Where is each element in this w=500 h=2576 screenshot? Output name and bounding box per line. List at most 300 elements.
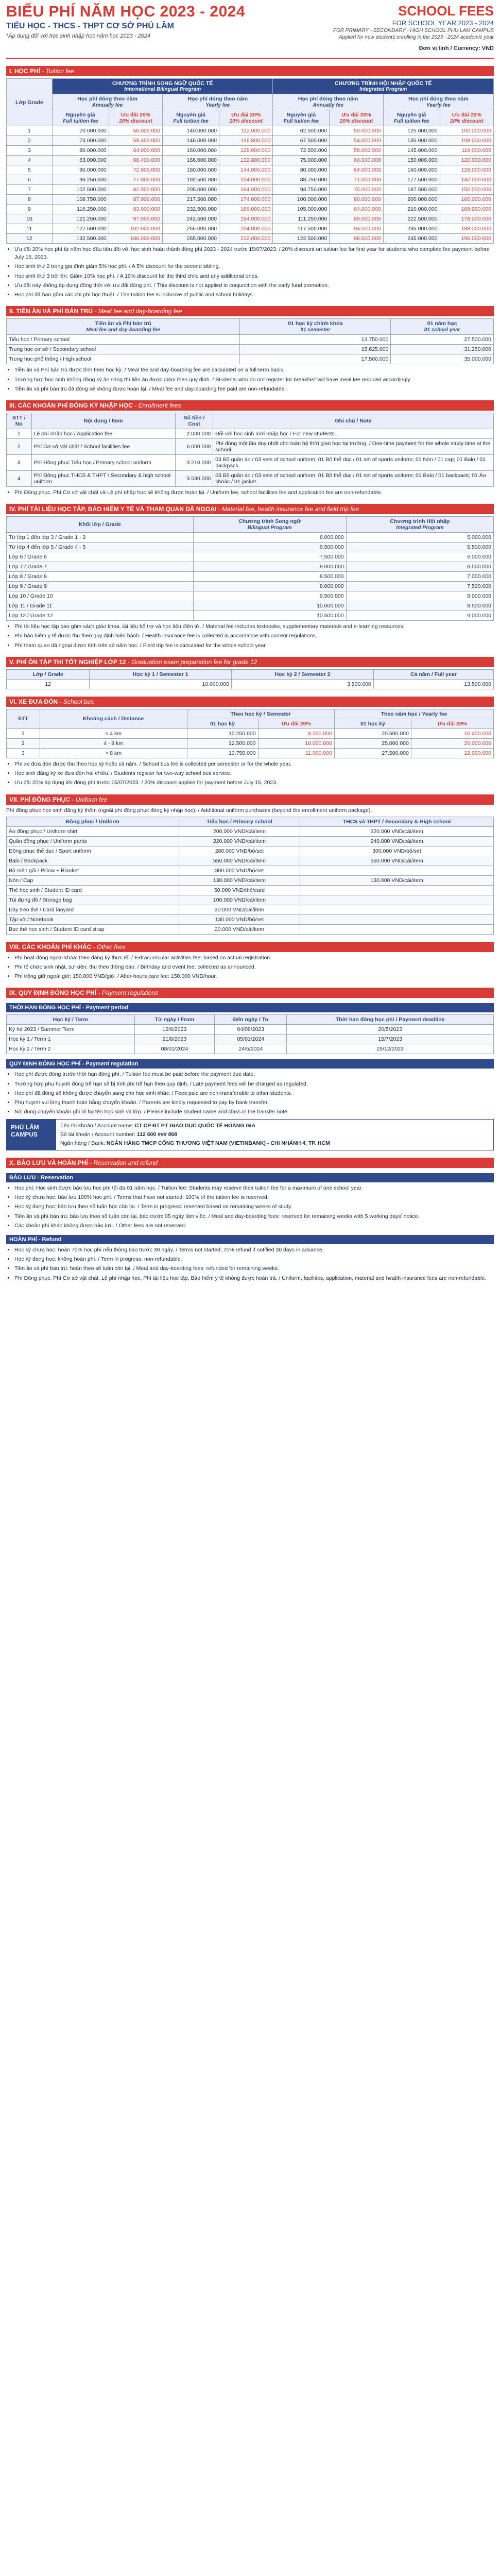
table-cell: 194.000.000: [219, 214, 273, 224]
fee-schedule: [6, 0, 494, 1282]
table-row: [7, 224, 494, 234]
table-cell: 75.000.000: [273, 156, 330, 165]
table-cell: 204.000.000: [219, 224, 273, 234]
table-cell: 04/08/2023: [215, 1025, 287, 1035]
tuition-table: Lớp Grade CHƯƠNG TRÌNH SONG NGỮ QUỐC TẾ International Bilingual Program CHƯƠNG TRÌNH HỘI NHẬP QUỐC TẾ Integrated Program Học phí đóng theo năm Annually fee Học phí đóng theo năm Yearly fee Học phí đóng theo năm Annually fee Học phí đóng theo năm Yearly fee Nguyên giá Full tuition fee Ưu đãi 20% 20% discount Nguyên giá Full tuition fee Ưu đãi 20% 20% discount Nguyên giá Full tuition fee Ưu đãi 20% 20% discount Nguyên giá Full tuition fee Ưu đãi 20% 20% discount 1 70.000.000 56.000.000 140.000.000 112.000.000 62.500.000 50.000.000 125.000.000 100.000.000 2 73.000.000 58.400.000 146.000.000 116.800.000 67.500.000 54.000.000 135.000.000 108.000.000 3 80.000.000 64.000.000 160.000.000 128.000.000 72.500.000 58.000.000 145.000.000 116.000.000 4 83.000.000 66.400.000 166.000.000 132.800.000 75.000.000 60.000.000 150.000.000 120.000.000 5 90.000.000 72.000.000 180.000.000 144.000.000 80.000.000 64.000.000 160.000.000 128.000.000 6 96.250.000 77.000.000 192.500.000 154.000.000 88.750.000 71.000.000 177.500.000 142.000.000 7 102.500.000 82.000.000 205.000.000 164.000.000 93.750.000 75.000.000 187.500.000 150.000.000 8 108.750.000 87.000.000 217.500.000 174.000.000 100.000.000 80.000.000 200.000.000 160.000.000 9 116.250.000 93.000.000 232.500.000 186.000.000 105.000.000 84.000.000 210.000.000 168.000.000 10 121.250.000 97.000.000 242.500.000 194.000.000 111.250.000 89.000.000 222.500.000 178.000.000 11 127.500.000 102.000.000 255.000.000 204.000.000 117.500.000 94.000.000 235.000.000 188.000.000 12 132.500.000 106.000.000 265.000.000 212.000.000 122.500.000 98.000.000 245.000.000 196.000.000: [6, 78, 494, 244]
meal-notes: [6, 366, 494, 393]
table-cell: 112.000.000: [219, 126, 273, 136]
table-cell: 242.500.000: [163, 214, 219, 224]
table-cell: 125.000.000: [383, 126, 440, 136]
table-cell: 168.000.000: [440, 205, 493, 214]
header: [6, 0, 494, 59]
list-item: • Các khoản phí khác không được bảo lưu. / Other fees are not reserved.: [14, 1222, 494, 1230]
table-row: [7, 195, 494, 205]
table-cell: 100.000 VND/cái/item: [179, 895, 300, 905]
section-tuition: I. HỌC PHÍ - Tuition fee: [6, 66, 494, 76]
table-cell: 58.400.000: [109, 136, 162, 146]
table-cell: Bọc thẻ học sinh / Student ID card strap: [7, 924, 179, 934]
table-cell: 10: [7, 214, 53, 224]
section-materials: IV. PHÍ TÀI LIỆU HỌC TẬP, BẢO HIỂM Y TẾ VÀ THAM QUAN DÃ NGOẠI - Material fee, health insurance fee and field trip fee: [6, 504, 494, 514]
table-cell: Phí Đồng phục THCS & THPT / Secondary & high school uniform: [31, 470, 175, 486]
program-integrated: CHƯƠNG TRÌNH HỘI NHẬP QUỐC TẾ Integrated Program: [273, 79, 494, 94]
table-row: [7, 552, 494, 562]
table-cell: 174.000.000: [219, 195, 273, 205]
table-cell: Tập vở / Notebook: [7, 914, 179, 924]
table-cell: 177.500.000: [383, 175, 440, 185]
section-other-fees: VIII. CÁC KHOẢN PHÍ KHÁC - Other fees: [6, 942, 494, 952]
table-cell: 122.500.000: [273, 234, 330, 244]
table-row: 12 10.000.000 3.500.000 13.500.000: [7, 679, 494, 689]
table-cell: 30.000 VND/cái/item: [179, 905, 300, 914]
table-cell: 6.000.000: [193, 533, 346, 543]
table-cell: 89.000.000: [330, 214, 383, 224]
section-reservation: X. BẢO LƯU VÀ HOÀN PHÍ - Reservation and refund: [6, 1158, 494, 1168]
table-cell: 128.000.000: [440, 165, 493, 175]
table-cell: 121.250.000: [52, 214, 109, 224]
payment-rows: [7, 1025, 494, 1054]
list-item: • Trường hợp học sinh không đăng ký ăn sáng thì tiền ăn được giảm theo quy định. / Students who do not register for breakfast will have meal fee reduced accordingly.: [14, 376, 494, 384]
table-cell: 22.000.000: [411, 748, 493, 758]
table-cell: 9: [7, 205, 53, 214]
table-cell: 2: [7, 438, 32, 454]
table-row: [7, 345, 494, 354]
table-cell: 80.000.000: [330, 195, 383, 205]
table-row: [7, 582, 494, 591]
table-row: [7, 905, 494, 914]
table-row: [7, 875, 494, 885]
table-row: [7, 601, 494, 611]
table-cell: 24/5/2024: [215, 1044, 287, 1054]
list-item: • Phí bảo hiểm y tế được thu theo quy định hiện hành. / Health insurance fee is collected in accordance with current regulations.: [14, 632, 494, 640]
table-cell: 90.000.000: [52, 165, 109, 175]
program-bilingual: CHƯƠNG TRÌNH SONG NGỮ QUỐC TẾ International Bilingual Program: [52, 79, 273, 94]
table-cell: 4: [7, 470, 32, 486]
table-cell: 20.000.000: [411, 738, 493, 748]
table-cell: 142.000.000: [440, 175, 493, 185]
list-item: • Ưu đãi 20% học phí từ năm học đầu tiên đối với học sinh hoàn thành đóng phí 2023 - 2024 trước 15/07/2023. / 20% discount on tuition fee for first year for students who complete fee payment before July 15, 2023.: [14, 246, 494, 261]
table-cell: 64.000.000: [330, 165, 383, 175]
table-cell: 120.000.000: [440, 156, 493, 165]
table-cell: [300, 866, 494, 875]
table-cell: 15/7/2023: [287, 1035, 494, 1044]
table-row: [7, 914, 494, 924]
table-cell: Đồng phục thể dục / Sport uniform: [7, 846, 179, 856]
table-cell: 25/12/2023: [287, 1044, 494, 1054]
table-cell: Lệ phí nhập học / Application fee: [31, 429, 175, 438]
table-cell: 200.000.000: [383, 195, 440, 205]
table-cell: 11: [7, 224, 53, 234]
table-row: [7, 591, 494, 601]
table-cell: 27.500.000: [334, 748, 411, 758]
table-cell: 13.750.000: [187, 748, 258, 758]
table-cell: 6.500.000: [346, 562, 493, 572]
list-item: • Học phí được đóng trước thời hạn đóng phí. / Tuition fee must be paid before the payment due date.: [14, 1071, 494, 1078]
table-cell: 9.000.000: [346, 611, 493, 621]
table-cell: 222.500.000: [383, 214, 440, 224]
bank-info: PHÚ LÂM CAMPUS Tên tài khoản / Account name: CT CP ĐT PT GIÁO DỤC QUỐC TẾ HOÀNG GIA Số tài khoản / Account number: 112 600 ### 868 Ngân hàng / Bank: NGÂN HÀNG TMCP CÔNG THƯƠNG VIỆT NAM (VIETINBANK) - CHI NHÁNH 4, TP. HCM: [6, 1119, 494, 1150]
table-cell: 21/8/2023: [134, 1035, 215, 1044]
table-cell: Balo / Backpack: [7, 856, 179, 866]
table-cell: 10.000.000: [258, 738, 334, 748]
tuition-rows: [7, 126, 494, 244]
table-cell: 6: [7, 175, 53, 185]
materials-rows: [7, 533, 494, 621]
table-row: [7, 205, 494, 214]
table-cell: Từ lớp 1 đến lớp 3 / Grade 1 - 3: [7, 533, 194, 543]
table-cell: 178.000.000: [440, 214, 493, 224]
table-cell: 20.000 VND/cái/item: [179, 924, 300, 934]
refund-heading: HOÀN PHÍ - Refund: [6, 1235, 494, 1244]
list-item: • Tiền ăn và Phí bán trú được tính theo học kỳ. / Meal fee and day-boarding fee are calculated on a full-term basis.: [14, 366, 494, 374]
table-cell: Lớp 11 / Grade 11: [7, 601, 194, 611]
table-cell: 82.000.000: [109, 185, 162, 195]
table-cell: 150.000.000: [383, 156, 440, 165]
table-cell: 84.000.000: [330, 205, 383, 214]
table-cell: [300, 885, 494, 895]
list-item: • Phí hoạt động ngoại khóa: theo đăng ký thực tế. / Extracurricular activities fee: based on actual registration.: [14, 954, 494, 962]
bus-table: STT Khoảng cách / Distance Theo học kỳ / Semester Theo năm học / Yearly fee 01 học kỳ Ưu đãi 20% 01 học kỳ Ưu đãi 20% 1 < 4 km 10.250.000 8.200.000 20.500.000 16.400.000 2 4 - 8 km 12.500.000 10.000.000 25.000.000 20.000.000 3 > 8 km 13.750.000 11.000.000 27.500.000 22.000.000: [6, 709, 494, 758]
table-cell: 2.000.000: [175, 429, 213, 438]
table-row: [7, 748, 494, 758]
currency-label: Đơn vị tính / Currency: VND: [419, 45, 494, 52]
table-row: [7, 738, 494, 748]
table-cell: 192.500.000: [163, 175, 219, 185]
table-cell: 20/5/2023: [287, 1025, 494, 1035]
table-cell: Thẻ học sinh / Student ID card: [7, 885, 179, 895]
table-cell: 102.000.000: [109, 224, 162, 234]
list-item: • Học kỳ đang học: không hoàn phí. / Term in progress: non-refundable.: [14, 1256, 494, 1263]
table-cell: 97.000.000: [109, 214, 162, 224]
table-cell: 56.000.000: [109, 126, 162, 136]
table-cell: Lớp 10 / Grade 10: [7, 591, 194, 601]
table-cell: 108.000.000: [440, 136, 493, 146]
list-item: • Ưu đãi này không áp dụng đồng thời với ưu đãi đóng phí. / This discount is not applied in conjunction with the early fund promotion.: [14, 282, 494, 290]
table-cell: 135.000.000: [383, 136, 440, 146]
table-cell: 73.000.000: [52, 136, 109, 146]
table-cell: 80.000.000: [52, 146, 109, 156]
table-row: [7, 856, 494, 866]
table-cell: 1: [7, 126, 53, 136]
list-item: • Tiền ăn và phí bán trú: bảo lưu theo số tuần còn lại, báo trước 05 ngày làm việc. / Meal and day-boarding fees: reserved for remaining weeks with 5 working days' notice.: [14, 1213, 494, 1221]
table-cell: 88.750.000: [273, 175, 330, 185]
table-cell: Phí Đồng phục Tiểu học / Primary school uniform: [31, 454, 175, 470]
col-grade: Lớp Grade: [7, 79, 53, 126]
list-item: • Học sinh đăng ký xe đưa đón hai chiều. / Students register for two-way school bus service.: [14, 770, 494, 777]
table-cell: 64.000.000: [109, 146, 162, 156]
table-cell: 7.500.000: [346, 582, 493, 591]
table-cell: Áo đồng phục / Uniform shirt: [7, 826, 179, 836]
table-cell: 212.000.000: [219, 234, 273, 244]
table-cell: Quần đồng phục / Uniform pants: [7, 836, 179, 846]
table-cell: 93.000.000: [109, 205, 162, 214]
table-row: [7, 185, 494, 195]
table-cell: 96.250.000: [52, 175, 109, 185]
list-item: • Trường hợp phụ huynh đóng trễ hạn sẽ bị tính phí trễ hạn theo quy định. / Late payment fees will be charged as regulated.: [14, 1080, 494, 1088]
table-cell: 67.500.000: [273, 136, 330, 146]
table-row: [7, 175, 494, 185]
table-cell: Dây treo thẻ / Card lanyard: [7, 905, 179, 914]
table-cell: 180.000.000: [163, 165, 219, 175]
table-cell: Tiểu học / Primary school: [7, 335, 240, 345]
section-uniform: VII. PHÍ ĐỒNG PHỤC - Uniform fee: [6, 794, 494, 805]
table-cell: 1: [7, 728, 40, 738]
table-cell: 12.500.000: [187, 738, 258, 748]
section-school-bus: VI. XE ĐƯA ĐÓN - School bus: [6, 697, 494, 707]
table-cell: 127.500.000: [52, 224, 109, 234]
table-cell: 9.500.000: [193, 591, 346, 601]
table-cell: 130.000 VND/bộ/set: [179, 914, 300, 924]
list-item: • Tiền ăn và phí bán trú đã đóng sẽ không được hoàn lại. / Meal fee and day-boarding fee paid are non-refundable.: [14, 385, 494, 393]
table-cell: 100.000.000: [440, 126, 493, 136]
table-cell: 245.000.000: [383, 234, 440, 244]
table-cell: 154.000.000: [219, 175, 273, 185]
table-cell: [300, 905, 494, 914]
table-cell: 280.000 VND/bộ/set: [179, 846, 300, 856]
table-cell: 8.000.000: [346, 591, 493, 601]
table-cell: 8.500.000: [193, 572, 346, 582]
table-cell: Phí Cơ sở vật chất / School facilities fee: [31, 438, 175, 454]
table-cell: 300.000 VND/bộ/set: [300, 846, 494, 856]
meal-rows: [7, 335, 494, 364]
table-row: [7, 1044, 494, 1054]
account-number: 112 600 ### 868: [136, 1131, 178, 1138]
table-cell: Lớp 12 / Grade 12: [7, 611, 194, 621]
table-cell: 164.000.000: [219, 185, 273, 195]
table-cell: Học kỳ 1 / Term 1: [7, 1035, 135, 1044]
table-cell: 117.500.000: [273, 224, 330, 234]
table-row: [7, 533, 494, 543]
table-row: [7, 335, 494, 345]
reservation-notes: [6, 1184, 494, 1230]
section-payment: IX. QUY ĐỊNH ĐÓNG HỌC PHÍ - Payment regulations: [6, 988, 494, 998]
list-item: • Học phí đã đóng sẽ không được chuyển sang cho học sinh khác. / Fees paid are non-transferable to other students.: [14, 1090, 494, 1097]
section-enrollment: III. CÁC KHOẢN PHÍ ĐÓNG KỲ NHẬP HỌC - Enrollment fees: [6, 400, 494, 411]
table-row: [7, 1025, 494, 1035]
table-cell: 27.500.000: [391, 335, 494, 345]
table-cell: 08/01/2024: [134, 1044, 215, 1054]
table-cell: 106.000.000: [109, 234, 162, 244]
table-cell: [300, 924, 494, 934]
table-cell: 130.000 VND/cái/item: [179, 875, 300, 885]
table-cell: 50.000.000: [330, 126, 383, 136]
table-cell: 3: [7, 454, 32, 470]
table-row: [7, 1035, 494, 1044]
payment-table: Học kỳ / Term Từ ngày / From Đến ngày / To Thời hạn đóng học phí / Payment deadline Kỳ hè 2023 / Summer Term 12/6/2023 04/08/2023 20/5/2023 Học kỳ 1 / Term 1 21/8/2023 05/01/2024 15/7/2023 Học kỳ 2 / Term 2 08/01/2024 24/5/2024 25/12/2023: [6, 1014, 494, 1054]
table-cell: 116.000.000: [440, 146, 493, 156]
table-cell: 550.000 VND/cái/item: [179, 856, 300, 866]
table-row: [7, 543, 494, 552]
table-cell: 12/6/2023: [134, 1025, 215, 1035]
table-row: [7, 165, 494, 175]
list-item: • Học sinh thứ 2 trong gia đình giảm 5% học phí. / A 5% discount for the second sibling.: [14, 263, 494, 270]
table-cell: 77.000.000: [109, 175, 162, 185]
table-cell: 2: [7, 738, 40, 748]
table-cell: 72.500.000: [273, 146, 330, 156]
table-cell: 128.000.000: [219, 146, 273, 156]
table-cell: 03 Bộ quần áo / 03 sets of school uniform; 01 Bộ thể dục / 01 set of sports uniform; 01 Balo / 01 backpack; 01 Áo khoác / 01 jacket.: [213, 470, 494, 486]
enrollment-notes: [6, 489, 494, 497]
list-item: • Nội dung chuyển khoản ghi rõ họ tên học sinh và lớp. / Please include student name and class in the transfer note.: [14, 1108, 494, 1116]
table-cell: 145.000.000: [383, 146, 440, 156]
table-cell: 83.000.000: [52, 156, 109, 165]
table-cell: 132.500.000: [52, 234, 109, 244]
table-cell: 10.250.000: [187, 728, 258, 738]
table-cell: 108.750.000: [52, 195, 109, 205]
list-item: • Học kỳ chưa học: bảo lưu 100% học phí. / Terms that have not started: 100% of the tuition fee is reserved.: [14, 1194, 494, 1201]
table-row: [7, 470, 494, 486]
table-cell: [300, 895, 494, 905]
table-cell: 58.000.000: [330, 146, 383, 156]
table-row: [7, 438, 494, 454]
table-cell: Trung học cơ sở / Secondary school: [7, 345, 240, 354]
table-cell: Kỳ hè 2023 / Summer Term: [7, 1025, 135, 1035]
table-cell: 8.200.000: [258, 728, 334, 738]
table-cell: 7.000.000: [346, 572, 493, 582]
table-cell: Lớp 8 / Grade 8: [7, 572, 194, 582]
table-cell: 200.000 VND/cái/item: [179, 826, 300, 836]
table-cell: 187.500.000: [383, 185, 440, 195]
page-note: *Áp dụng đối với học sinh nhập học năm học 2023 - 2024: [6, 33, 151, 39]
table-cell: Từ lớp 4 đến lớp 5 / Grade 4 - 5: [7, 543, 194, 552]
table-cell: 160.000.000: [383, 165, 440, 175]
refund-notes: [6, 1246, 494, 1282]
table-cell: 7.500.000: [193, 552, 346, 562]
table-cell: 93.750.000: [273, 185, 330, 195]
table-cell: 116.250.000: [52, 205, 109, 214]
table-cell: 4: [7, 156, 53, 165]
table-cell: 13.750.000: [240, 335, 391, 345]
table-row: [7, 826, 494, 836]
page-title: BIỂU PHÍ NĂM HỌC 2023 - 2024: [6, 3, 246, 20]
table-cell: 3: [7, 748, 40, 758]
materials-notes: [6, 623, 494, 650]
materials-table: Khối lớp / Grade Chương trình Song ngữ Bilingual Program Chương trình Hội nhập Integrated Program Từ lớp 1 đến lớp 3 / Grade 1 - 3 6.000.000 5.000.000 Từ lớp 4 đến lớp 5 / Grade 4 - 5 6.500.000 5.500.000 Lớp 6 / Grade 6 7.500.000 6.000.000 Lớp 7 / Grade 7 8.000.000 6.500.000 Lớp 8 / Grade 8 8.500.000 7.000.000 Lớp 9 / Grade 9 9.000.000 7.500.000 Lớp 10 / Grade 10 9.500.000 8.000.000 Lớp 11 / Grade 11 10.000.000 8.500.000 Lớp 12 / Grade 12 10.500.000 9.000.000: [6, 516, 494, 621]
table-cell: 111.250.000: [273, 214, 330, 224]
section-meal: II. TIỀN ĂN VÀ PHÍ BÁN TRÚ - Meal fee and day-boarding fee: [6, 306, 494, 316]
table-cell: 205.000.000: [163, 185, 219, 195]
table-cell: 550.000 VND/cái/item: [300, 856, 494, 866]
table-cell: 166.000.000: [163, 156, 219, 165]
table-cell: 80.000.000: [273, 165, 330, 175]
table-cell: Học kỳ 2 / Term 2: [7, 1044, 135, 1054]
table-cell: 116.800.000: [219, 136, 273, 146]
table-row: [7, 728, 494, 738]
exam-prep-table: Lớp / Grade Học kỳ 1 / Semester 1 Học kỳ 2 / Semester 2 Cả năm / Full year 12 10.000.000 3.500.000 13.500.000: [6, 669, 494, 689]
list-item: • Phí xe đưa đón được thu theo học kỳ hoặc cả năm. / School bus fee is collected per semester or for the whole year.: [14, 760, 494, 768]
table-cell: 3: [7, 146, 53, 156]
meal-table: Tiền ăn và Phí bán trú Meal fee and day-boarding fee 01 học kỳ chính khóa 01 semester 01 năm học 01 school year Tiểu học / Primary school 13.750.000 27.500.000 Trung học cơ sở / Secondary school 15.625.000 31.250.000 Trung học phổ thông / High school 17.500.000 35.000.000: [6, 318, 494, 364]
table-cell: Bộ mền gối / Pillow + Blanket: [7, 866, 179, 875]
table-row: [7, 214, 494, 224]
account-name: CT CP ĐT PT GIÁO DỤC QUỐC TẾ HOÀNG GIA: [134, 1123, 256, 1129]
table-row: [7, 885, 494, 895]
payment-regulation-heading: QUY ĐỊNH ĐÓNG HỌC PHÍ - Payment regulation: [6, 1059, 494, 1069]
uniform-rows: [7, 826, 494, 934]
table-cell: 140.000.000: [163, 126, 219, 136]
table-cell: 186.000.000: [219, 205, 273, 214]
table-row: [7, 846, 494, 856]
uniform-table: Đồng phục / Uniform Tiểu học / Primary school THCS và THPT / Secondary & High school Áo đồng phục / Uniform shirt 200.000 VND/cái/item 220.000 VND/cái/item Quần đồng phục / Uniform pants 220.000 VND/cái/item 240.000 VND/cái/item Đồng phục thể dục / Sport uniform 280.000 VND/bộ/set 300.000 VND/bộ/set Balo / Backpack 550.000 VND/cái/item 550.000 VND/cái/item Bộ mền gối / Pillow + Blanket 800.000 VND/bộ/set Nón / Cap 130.000 VND/cái/item 130.000 VND/cái/item Thẻ học sinh / Student ID card 50.000 VND/thẻ/card Túi đựng đồ / Storage bag 100.000 VND/cái/item Dây treo thẻ / Card lanyard 30.000 VND/cái/item Tập vở / Notebook 130.000 VND/bộ/set Bọc thẻ học sinh / Student ID card strap 20.000 VND/cái/item: [6, 817, 494, 935]
enrollment-table: STT / No Nội dung / Item Số tiền / Cost Ghi chú / Note 1 Lệ phí nhập học / Application fee 2.000.000 Đối với học sinh mới nhập học / For new students. 2 Phí Cơ sở vật chất / School facilities fee 6.000.000 Phí đóng một lần duy nhất cho toàn bộ thời gian học tại trường. / One-time payment for the whole study time at the school. 3 Phí Đồng phục Tiểu học / Primary school uniform 3.210.000 03 Bộ quần áo / 03 sets of school uniform; 01 Bộ thể dục / 01 set of sports uniform; 01 Nón / 01 cap; 01 Balo / 01 backpack. 4 Phí Đồng phục THCS & THPT / Secondary & high school uniform 3.530.000 03 Bộ quần áo / 03 sets of school uniform; 01 Bộ thể dục / 01 set of sports uniform; 01 Balo / 01 backpack; 01 Áo khoác / 01 jacket.: [6, 413, 494, 487]
table-cell: 16.400.000: [411, 728, 493, 738]
list-item: • Học phí đã bao gồm các chi phí học thuật. / The tuition fee is inclusive of public and school holidays.: [14, 291, 494, 299]
table-cell: 188.000.000: [440, 224, 493, 234]
table-cell: 132.800.000: [219, 156, 273, 165]
table-cell: 3.530.000: [175, 470, 213, 486]
table-cell: 05/01/2024: [215, 1035, 287, 1044]
list-item: • Phụ huynh vui lòng thanh toán bằng chuyển khoản. / Parents are kindly requested to pay by bank transfer.: [14, 1099, 494, 1107]
table-cell: 12: [7, 234, 53, 244]
table-cell: 6.000.000: [346, 552, 493, 562]
table-cell: 210.000.000: [383, 205, 440, 214]
table-cell: 31.250.000: [391, 345, 494, 354]
table-cell: > 8 km: [40, 748, 187, 758]
table-row: [7, 866, 494, 875]
table-row: [7, 146, 494, 156]
page-title-en: SCHOOL FEES: [398, 3, 494, 19]
table-cell: 220.000 VND/cái/item: [300, 826, 494, 836]
table-cell: 17.500.000: [240, 354, 391, 364]
table-cell: 60.000.000: [330, 156, 383, 165]
enrollment-rows: [7, 429, 494, 486]
table-cell: 75.000.000: [330, 185, 383, 195]
bus-notes: [6, 760, 494, 787]
list-item: • Phí Đồng phục, Phí Cơ sở vật chất và Lệ phí nhập học sẽ không được hoàn lại. / Uniform fee, school facilities fee and application fee are non-refundable.: [14, 489, 494, 497]
uniform-intro: Phí đồng phục học sinh đăng ký thêm (ngoài phí đồng phục đóng kỳ nhập học). / Additional uniform purchases (beyond the enrollment uniform package).: [6, 807, 372, 814]
table-cell: 7: [7, 185, 53, 195]
section-exam-prep: V. PHÍ ÔN TẬP THI TỐT NGHIỆP LỚP 12 - Graduation exam preparation fee for grade 12: [6, 657, 494, 667]
table-row: [7, 429, 494, 438]
table-cell: Lớp 9 / Grade 9: [7, 582, 194, 591]
table-cell: Phí đóng một lần duy nhất cho toàn bộ thời gian học tại trường. / One-time payment for the whole study time at the school.: [213, 438, 494, 454]
table-cell: 5: [7, 165, 53, 175]
bank-name: NGÂN HÀNG TMCP CÔNG THƯƠNG VIỆT NAM (VIETINBANK) - CHI NHÁNH 4, TP. HCM: [106, 1140, 330, 1147]
table-row: [7, 836, 494, 846]
table-cell: 72.000.000: [109, 165, 162, 175]
other-fees-notes: [6, 954, 494, 981]
table-cell: 232.500.000: [163, 205, 219, 214]
table-cell: 1: [7, 429, 32, 438]
table-cell: Lớp 7 / Grade 7: [7, 562, 194, 572]
table-cell: 8.000.000: [193, 562, 346, 572]
table-cell: 15.625.000: [240, 345, 391, 354]
list-item: • Ưu đãi 20% áp dụng khi đóng phí trước 15/07/2023. / 20% discount applies for payment before July 15, 2023.: [14, 779, 494, 787]
table-row: [7, 895, 494, 905]
table-row: [7, 156, 494, 165]
table-cell: 10.000.000: [193, 601, 346, 611]
table-row: [7, 234, 494, 244]
table-cell: [300, 914, 494, 924]
table-cell: < 4 km: [40, 728, 187, 738]
table-cell: 11.000.000: [258, 748, 334, 758]
table-cell: 35.000.000: [391, 354, 494, 364]
note-en: Applied for new students enrolling in the 2023 - 2024 academic year: [338, 35, 494, 40]
list-item: • Tiền ăn và phí bán trú: hoàn theo số tuần còn lại. / Meal and day-boarding fees: refunded for remaining weeks.: [14, 1265, 494, 1273]
table-cell: 6.000.000: [175, 438, 213, 454]
list-item: • Phí tài liệu học tập bao gồm sách giáo khoa, tài liệu bổ trợ và học liệu điện tử. / Material fee includes textbooks, supplementary materials and e-learning resources.: [14, 623, 494, 631]
table-cell: 62.500.000: [273, 126, 330, 136]
table-cell: 5.500.000: [346, 543, 493, 552]
table-cell: 160.000.000: [440, 195, 493, 205]
table-cell: 130.000 VND/cái/item: [300, 875, 494, 885]
page-subtitle: TIỂU HỌC - THCS - THPT CƠ SỞ PHÚ LÂM: [6, 22, 174, 30]
payment-notes: [6, 1071, 494, 1116]
table-cell: 2: [7, 136, 53, 146]
table-cell: 5.000.000: [346, 533, 493, 543]
table-cell: 240.000 VND/cái/item: [300, 836, 494, 846]
table-cell: 800.000 VND/bộ/set: [179, 866, 300, 875]
page-subtitle-en: FOR SCHOOL YEAR 2023 - 2024: [392, 19, 494, 27]
